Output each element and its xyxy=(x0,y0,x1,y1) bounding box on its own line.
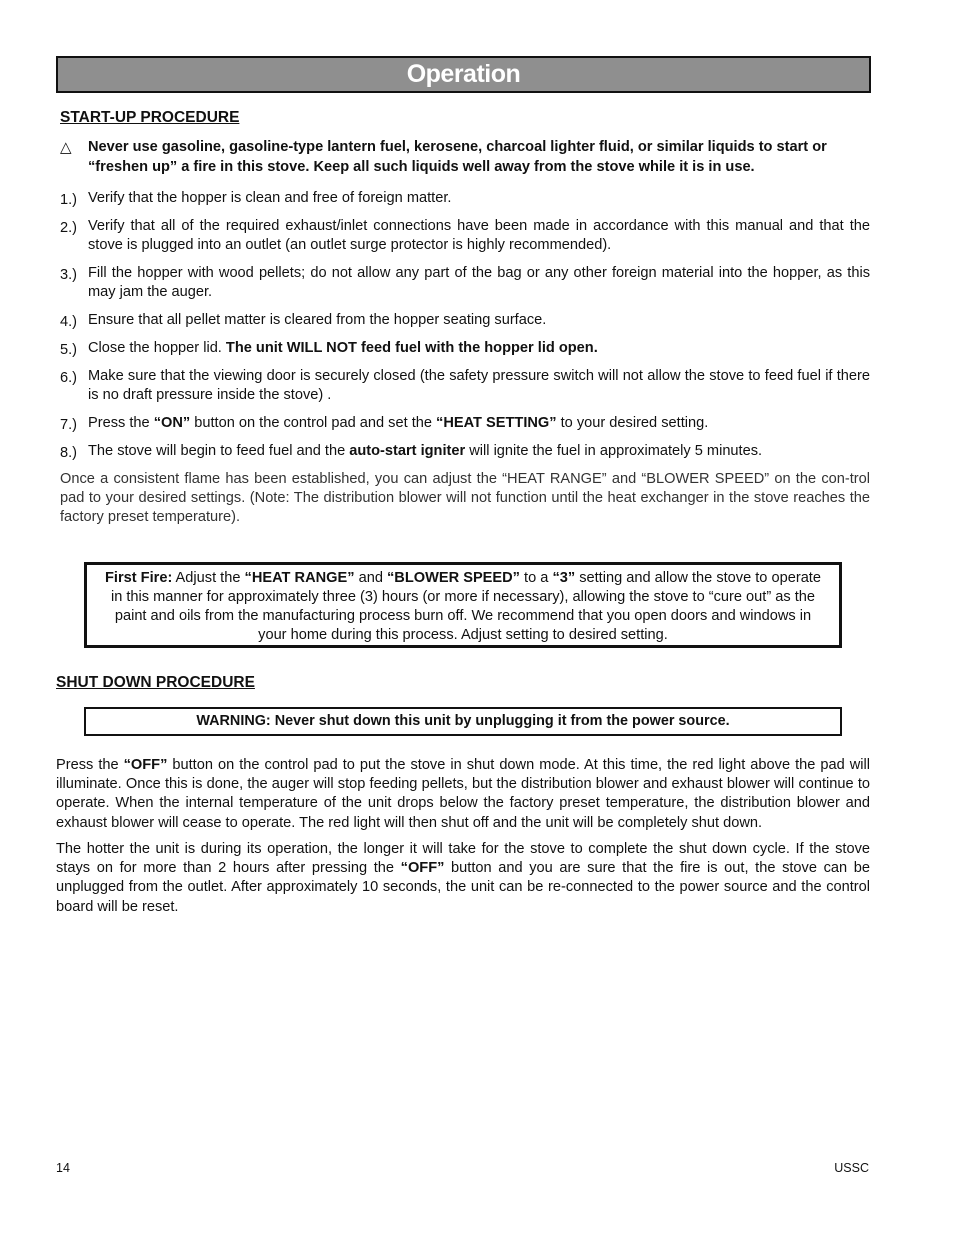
text-run: Press the xyxy=(56,757,124,773)
step-text xyxy=(88,443,762,459)
startup-step xyxy=(60,414,870,433)
bold-text: “3” xyxy=(552,570,576,586)
first-fire-box xyxy=(84,562,842,648)
step-text xyxy=(88,415,708,431)
page-number: 14 xyxy=(56,1161,70,1175)
startup-warning-text: Never use gasoline, gasoline-type lantern fuel, kerosene, charcoal lighter fluid, or similar liquids to start or “freshen up” a fire in this stove. Keep all such liquids well away from the stove while it is in use. xyxy=(88,139,827,175)
step-text xyxy=(88,265,870,300)
text-run: Fill the hopper with wood pellets; do not allow any part of the bag or any other foreign material into the hopper, as this may jam the auger. xyxy=(88,265,870,300)
bold-text: “ON” xyxy=(153,415,191,431)
page-title: Operation xyxy=(406,60,521,88)
bold-text: “OFF” xyxy=(123,757,168,773)
text-run: setting and allow the stove to operate in this manner for approximately three (3) hours (or more if necessary), allowing the stove to “cure out” as the paint and oils from the manufacturing process burn off. We recommend that you open doors and windows in your home during this process. Adjust setting to desired setting. xyxy=(110,570,821,643)
text-run: The hotter the unit is during its operation, the longer it will take for the stove to complete the shut down cycle. If the stove stays on for more than 2 hours after pressing the xyxy=(56,841,870,877)
startup-steps-list xyxy=(60,189,870,470)
startup-step xyxy=(60,339,870,358)
step-number: 4.) xyxy=(60,314,78,330)
text-run: and xyxy=(354,570,387,586)
step-number: 7.) xyxy=(60,417,78,433)
step-number: 2.) xyxy=(60,220,78,236)
step-text xyxy=(88,340,598,356)
text-run: button and you are sure that the fire is out, the stove can be unplugged from the outlet. After approximately 10 seconds, the unit can be re-connected to the power source and the control board will be reset. xyxy=(56,860,871,915)
shutdown-warning-box: WARNING: Never shut down this unit by unplugging it from the power source. xyxy=(84,707,842,736)
warning-triangle-icon: △ xyxy=(60,139,72,156)
startup-step xyxy=(60,189,870,208)
bold-text: The unit WILL NOT feed fuel with the hopper lid open. xyxy=(225,340,598,356)
startup-after-note: Once a consistent flame has been established, you can adjust the “HEAT RANGE” and “BLOWER SPEED” on the con-trol pad to your desired settings. (Note: The distribution blower will not function until the heat exchanger in the stove reaches the factory preset temperature). xyxy=(60,471,870,525)
step-text xyxy=(88,312,546,328)
step-text xyxy=(88,190,451,206)
text-run: Verify that all of the required exhaust/inlet connections have been made in accordance with this manual and that the stove is plugged into an outlet (an outlet surge protector is highly recommended). xyxy=(88,218,870,253)
text-run: button on the control pad to put the stove in shut down mode. At this time, the red light above the pad will illuminate. Once this is done, the auger will stop feeding pellets, but the distribution blower and exhaust blower will continue to operate. When the internal temperature of the unit drops below the factory preset temperature, the distribution blower and exhaust blower will cease to operate. The red light will then shut off and the unit will be completely shut down. xyxy=(56,757,870,831)
step-number: 8.) xyxy=(60,445,78,461)
startup-warning xyxy=(60,138,870,177)
startup-step xyxy=(60,367,870,405)
shutdown-heading: SHUT DOWN PROCEDURE xyxy=(56,674,255,691)
startup-heading: START-UP PROCEDURE xyxy=(60,109,240,126)
bold-text: “BLOWER SPEED” xyxy=(387,570,520,586)
step-number: 5.) xyxy=(60,342,78,358)
bold-text: “HEAT SETTING” xyxy=(436,415,557,431)
step-number: 6.) xyxy=(60,370,78,386)
step-number: 3.) xyxy=(60,267,78,283)
startup-step xyxy=(60,311,870,330)
section-title-bar xyxy=(56,56,871,93)
shutdown-paragraph-1 xyxy=(56,756,870,833)
text-run: Ensure that all pellet matter is cleared from the hopper seating surface. xyxy=(88,312,547,328)
text-run: Make sure that the viewing door is securely closed (the safety pressure switch will not allow the stove to feed fuel if there is no draft pressure inside the stove) . xyxy=(88,368,870,403)
startup-step xyxy=(60,217,870,255)
shutdown-paragraph-2 xyxy=(56,840,870,917)
text-run: will ignite the fuel in approximately 5 minutes. xyxy=(465,443,763,459)
bold-text: “HEAT RANGE” xyxy=(244,570,355,586)
step-text xyxy=(88,368,870,403)
step-text xyxy=(88,218,870,253)
bold-text: auto-start igniter xyxy=(349,443,466,459)
text-run: Press the xyxy=(88,415,154,431)
text-run: Adjust the xyxy=(172,570,245,586)
startup-step xyxy=(60,442,870,461)
text-run: to a xyxy=(519,570,553,586)
bold-text: First Fire: xyxy=(105,570,173,586)
text-run: to your desired setting. xyxy=(556,415,709,431)
text-run: Verify that the hopper is clean and free of foreign matter. xyxy=(88,190,452,206)
text-run: Close the hopper lid. xyxy=(88,340,226,356)
startup-step xyxy=(60,264,870,302)
bold-text: “OFF” xyxy=(400,860,445,877)
text-run: The stove will begin to feed fuel and the xyxy=(88,443,350,459)
step-number: 1.) xyxy=(60,192,78,208)
text-run: button on the control pad and set the xyxy=(190,415,437,431)
first-fire-text xyxy=(105,570,821,643)
footer-brand: USSC xyxy=(834,1161,869,1175)
